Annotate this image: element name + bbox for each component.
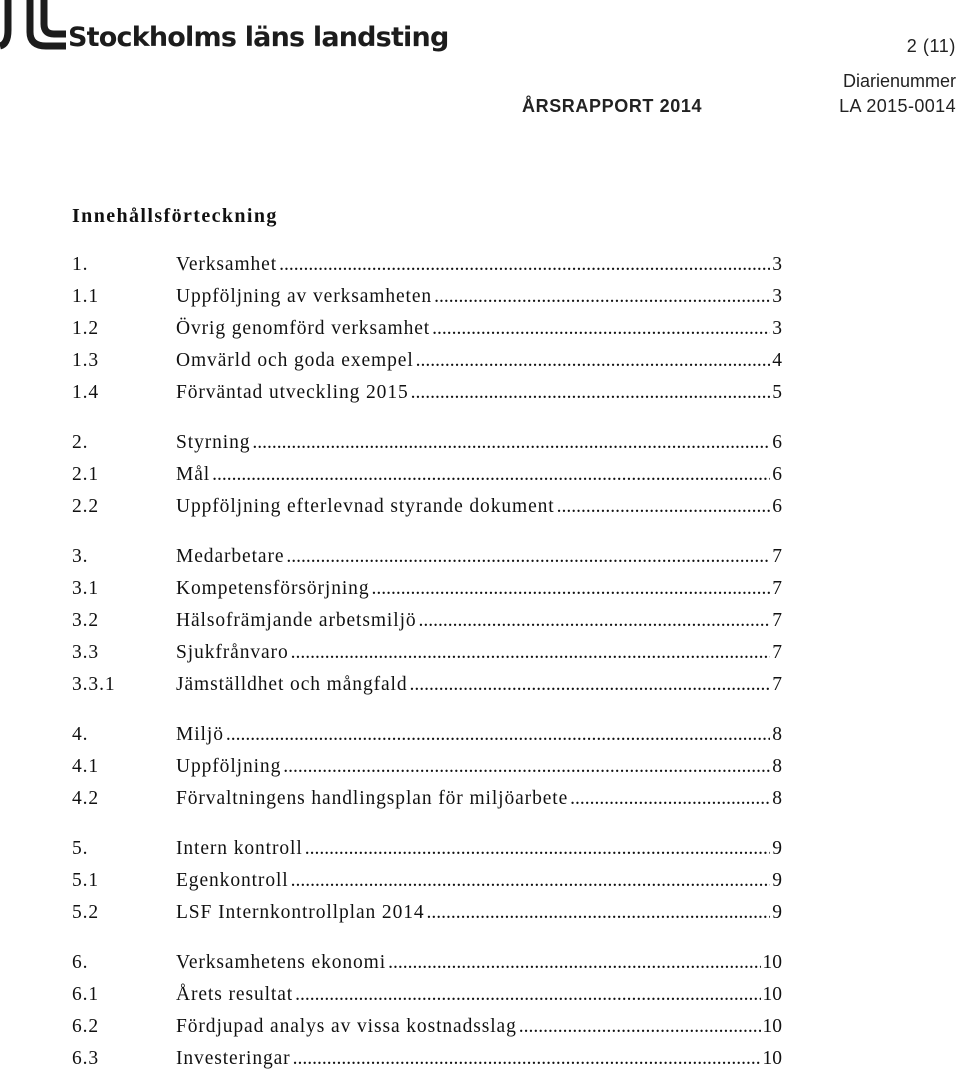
toc-entry-title: Investeringar [176, 1048, 291, 1069]
toc-dot-leader [419, 610, 771, 632]
toc-entry-number: 4.1 [72, 756, 100, 777]
toc-entry[interactable] [72, 432, 782, 460]
toc-entry-page: 10 [762, 984, 782, 1005]
toc-entry-title: Förväntad utveckling 2015 [176, 382, 409, 403]
toc-entry-number: 3.2 [72, 610, 100, 631]
toc-entry-number: 6. [72, 952, 89, 973]
toc-entry-page: 7 [772, 578, 782, 599]
toc-dot-leader [416, 350, 771, 372]
toc-entry[interactable] [72, 546, 782, 574]
toc-dot-leader [570, 788, 770, 810]
toc-entry-number: 5.2 [72, 902, 100, 923]
toc-entry[interactable] [72, 642, 782, 670]
toc-dot-leader [291, 642, 771, 664]
toc-entry-page: 3 [772, 286, 782, 307]
toc-entry-page: 5 [772, 382, 782, 403]
diary-number: LA 2015-0014 [839, 96, 956, 116]
toc-entry-number: 4.2 [72, 788, 100, 809]
toc-entry-title: LSF Internkontrollplan 2014 [176, 902, 425, 923]
toc-entry-title: Uppföljning [176, 756, 282, 777]
toc-entry[interactable] [72, 984, 782, 1012]
toc-entry-number: 3.1 [72, 578, 100, 599]
toc-entry-page: 10 [762, 1048, 782, 1069]
toc-entry-title: Medarbetare [176, 546, 285, 567]
toc-entry-number: 2. [72, 432, 89, 453]
toc-entry-page: 10 [762, 952, 782, 973]
toc-dot-leader [411, 382, 771, 404]
toc-entry-title: Årets resultat [176, 984, 294, 1005]
toc-entry-page: 7 [772, 546, 782, 567]
toc-heading: Innehållsförteckning [72, 205, 278, 227]
toc-entry[interactable] [72, 674, 782, 702]
toc-entry-number: 6.1 [72, 984, 100, 1005]
toc-dot-leader [295, 984, 760, 1006]
toc-entry-page: 7 [772, 674, 782, 695]
logo-text: Stockholms läns landsting [68, 22, 449, 53]
toc-entry-number: 3.3 [72, 642, 100, 663]
toc-entry[interactable] [72, 610, 782, 638]
toc-entry-page: 3 [772, 254, 782, 275]
toc-entry-title: Uppföljning efterlevnad styrande dokument [176, 496, 555, 517]
toc-entry[interactable] [72, 286, 782, 314]
toc-entry[interactable] [72, 756, 782, 784]
toc-entry-number: 1.4 [72, 382, 100, 403]
toc-entry[interactable] [72, 350, 782, 378]
toc-dot-leader [427, 902, 771, 924]
toc-entry-number: 1. [72, 254, 89, 275]
toc-dot-leader [305, 838, 771, 860]
toc-dot-leader [388, 952, 760, 974]
toc-entry-title: Hälsofrämjande arbetsmiljö [176, 610, 417, 631]
toc-entry[interactable] [72, 1016, 782, 1044]
toc-entry-number: 6.3 [72, 1048, 100, 1069]
toc-entry[interactable] [72, 464, 782, 492]
toc-entry-page: 9 [772, 838, 782, 859]
toc-entry-page: 3 [772, 318, 782, 339]
toc-dot-leader [252, 432, 770, 454]
toc-dot-leader [283, 756, 770, 778]
toc-entry-page: 6 [772, 464, 782, 485]
toc-entry[interactable] [72, 838, 782, 866]
toc-entry-title: Sjukfrånvaro [176, 642, 289, 663]
toc-dot-leader [519, 1016, 761, 1038]
toc-entry-number: 1.1 [72, 286, 100, 307]
toc-dot-leader [410, 674, 771, 696]
toc-entry[interactable] [72, 788, 782, 816]
toc-entry-page: 9 [772, 870, 782, 891]
toc-dot-leader [226, 724, 770, 746]
toc-entry-page: 6 [772, 432, 782, 453]
toc-entry-page: 8 [772, 724, 782, 745]
toc-entry-number: 3. [72, 546, 89, 567]
toc-entry-page: 4 [772, 350, 782, 371]
toc-entry-title: Fördjupad analys av vissa kostnadsslag [176, 1016, 517, 1037]
toc-entry-page: 10 [762, 1016, 782, 1037]
toc-dot-leader [557, 496, 771, 518]
toc-entry[interactable] [72, 254, 782, 282]
sll-logo-mark-icon [0, 0, 66, 50]
toc-entry[interactable] [72, 952, 782, 980]
toc-entry[interactable] [72, 318, 782, 346]
toc-entry-page: 9 [772, 902, 782, 923]
diary-label: Diarienummer [842, 71, 956, 91]
toc-entry-number: 1.3 [72, 350, 100, 371]
toc-entry-title: Miljö [176, 724, 224, 745]
toc-entry-number: 4. [72, 724, 89, 745]
toc-entry-title: Uppföljning av verksamheten [176, 286, 433, 307]
toc-entry-title: Övrig genomförd verksamhet [176, 318, 431, 339]
toc-entry-title: Omvärld och goda exempel [176, 350, 414, 371]
toc-entry-page: 8 [772, 788, 782, 809]
toc-entry-number: 1.2 [72, 318, 100, 339]
toc-entry[interactable] [72, 902, 782, 930]
toc-entry[interactable] [72, 382, 782, 410]
toc-entry-page: 7 [772, 642, 782, 663]
toc-dot-leader [432, 318, 770, 340]
toc-entry[interactable] [72, 578, 782, 606]
toc-entry-number: 6.2 [72, 1016, 100, 1037]
toc-entry-page: 6 [772, 496, 782, 517]
toc-dot-leader [279, 254, 770, 276]
toc-entry[interactable] [72, 1048, 782, 1076]
toc-entry-page: 7 [772, 610, 782, 631]
toc-entry-number: 2.2 [72, 496, 100, 517]
toc-entry-number: 5.1 [72, 870, 100, 891]
toc-entry-title: Verksamhetens ekonomi [176, 952, 387, 973]
report-title: ÅRSRAPPORT 2014 [522, 96, 703, 116]
toc-dot-leader [293, 1048, 761, 1070]
table-of-contents [72, 0, 782, 1086]
toc-dot-leader [212, 464, 770, 486]
toc-entry-title: Jämställdhet och mångfald [176, 674, 408, 695]
toc-entry-title: Verksamhet [176, 254, 278, 275]
page-number: 2 (11) [906, 36, 956, 56]
toc-entry-number: 5. [72, 838, 89, 859]
toc-entry-number: 3.3.1 [72, 674, 116, 695]
toc-entry[interactable] [72, 724, 782, 752]
toc-entry-title: Kompetensförsörjning [176, 578, 370, 599]
toc-dot-leader [434, 286, 770, 308]
toc-entry-title: Egenkontroll [176, 870, 289, 891]
toc-dot-leader [371, 578, 770, 600]
toc-entry-page: 8 [772, 756, 782, 777]
toc-entry-title: Intern kontroll [176, 838, 303, 859]
toc-entry-title: Förvaltningens handlingsplan för miljöarbete [176, 788, 569, 809]
toc-entry-title: Styrning [176, 432, 251, 453]
toc-entry[interactable] [72, 496, 782, 524]
toc-entry-title: Mål [176, 464, 211, 485]
toc-dot-leader [291, 870, 771, 892]
toc-entry-number: 2.1 [72, 464, 100, 485]
toc-dot-leader [286, 546, 770, 568]
toc-entry[interactable] [72, 870, 782, 898]
